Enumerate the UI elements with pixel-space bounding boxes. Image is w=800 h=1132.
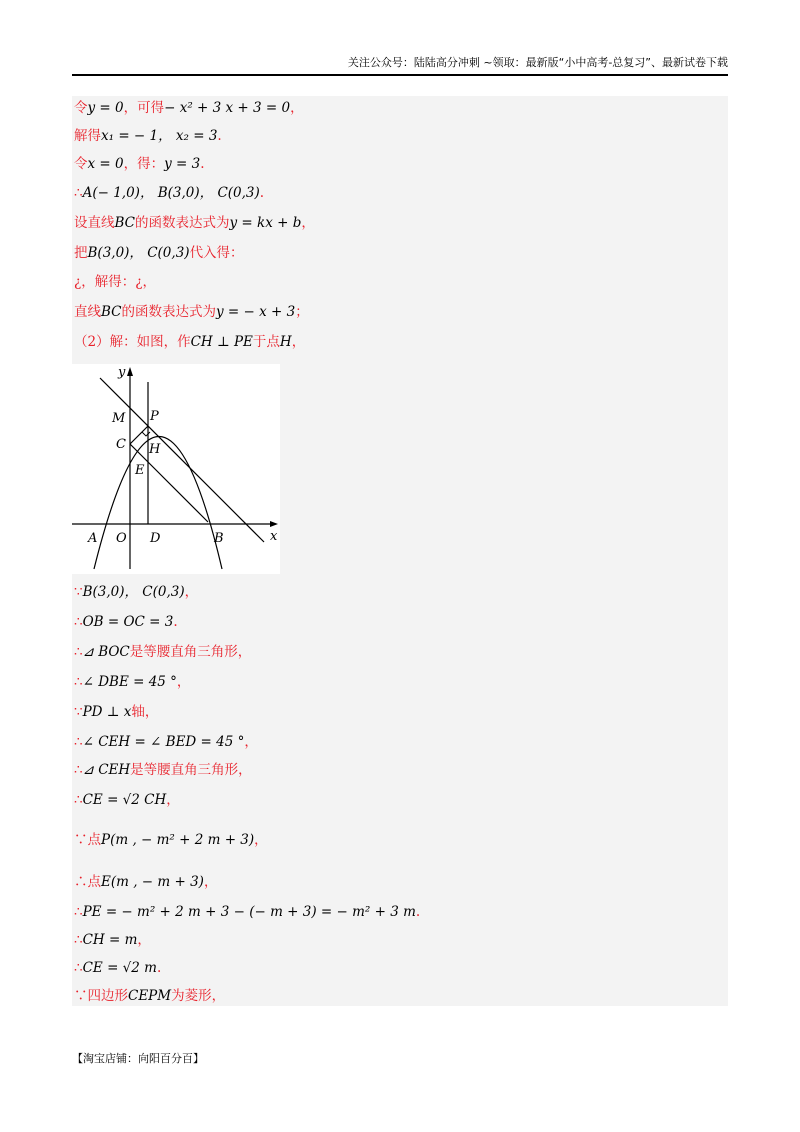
line-mp xyxy=(100,378,264,542)
geometry-figure xyxy=(72,364,280,574)
solution-line-14: ∵PD ⊥ x轴， xyxy=(74,704,159,720)
solution-line-9: （2）解：如图，作CH ⊥ PE于点H， xyxy=(74,334,306,350)
solution-line-4: ∴A(− 1,0)， B(3,0)， C(0,3). xyxy=(74,185,265,201)
solution-line-11: ∴OB = OC = 3. xyxy=(74,614,178,630)
label-p: P xyxy=(150,409,159,424)
solution-line-17: ∴CE = √2 CH， xyxy=(74,792,180,808)
solution-line-7: ¿，解得：¿， xyxy=(74,274,156,290)
solution-line-15: ∴∠ CEH = ∠ BED = 45 °， xyxy=(74,734,258,750)
label-h: H xyxy=(149,442,161,457)
page-footer: 【淘宝店铺：向阳百分百】 xyxy=(72,1052,204,1065)
solution-line-21: ∴CH = m， xyxy=(74,932,151,948)
solution-line-5: 设直线BC的函数表达式为y = kx + b， xyxy=(74,215,315,231)
solution-line-22: ∴CE = √2 m. xyxy=(74,960,162,976)
right-angle-mark xyxy=(142,432,150,436)
solution-line-10: ∵B(3,0)， C(0,3)， xyxy=(74,584,199,600)
y-axis-arrow xyxy=(127,367,133,376)
label-m: M xyxy=(112,411,126,426)
solution-line-8: 直线BC的函数表达式为y = − x + 3； xyxy=(74,304,309,320)
solution-line-6: 把B(3,0)， C(0,3)代入得： xyxy=(74,245,244,261)
label-x: x xyxy=(270,529,278,544)
label-y: y xyxy=(118,365,126,380)
label-b: B xyxy=(214,531,224,546)
figure-svg xyxy=(72,364,280,574)
solution-line-13: ∴∠ DBE = 45 °， xyxy=(74,674,191,690)
page-header: 关注公众号：陆陆高分冲刺 ~领取：最新版“小中高考-总复习”、最新试卷下载 xyxy=(72,52,728,76)
solution-line-2: 解得x₁ = − 1， x₂ = 3. xyxy=(74,128,222,144)
label-e: E xyxy=(135,463,145,478)
label-a: A xyxy=(88,531,98,546)
solution-panel xyxy=(72,96,728,1006)
solution-line-19: ∴点E(m , − m + 3)， xyxy=(74,874,218,890)
solution-line-16: ∴⊿ CEH是等腰直角三角形， xyxy=(74,762,252,778)
solution-line-20: ∴PE = − m² + 2 m + 3 − (− m + 3) = − m² + 3 m. xyxy=(74,904,421,920)
solution-line-23: ∵四边形CEPM为菱形， xyxy=(74,988,226,1004)
solution-line-18: ∵点P(m , − m² + 2 m + 3)， xyxy=(74,832,268,848)
label-d: D xyxy=(150,531,161,546)
solution-line-1: 令y = 0，可得− x² + 3 x + 3 = 0， xyxy=(74,100,304,116)
label-o: O xyxy=(116,531,127,546)
solution-line-3: 令x = 0，得：y = 3. xyxy=(74,156,205,172)
solution-line-12: ∴⊿ BOC是等腰直角三角形， xyxy=(74,644,252,660)
label-c: C xyxy=(116,437,126,452)
x-axis-arrow xyxy=(270,521,278,527)
